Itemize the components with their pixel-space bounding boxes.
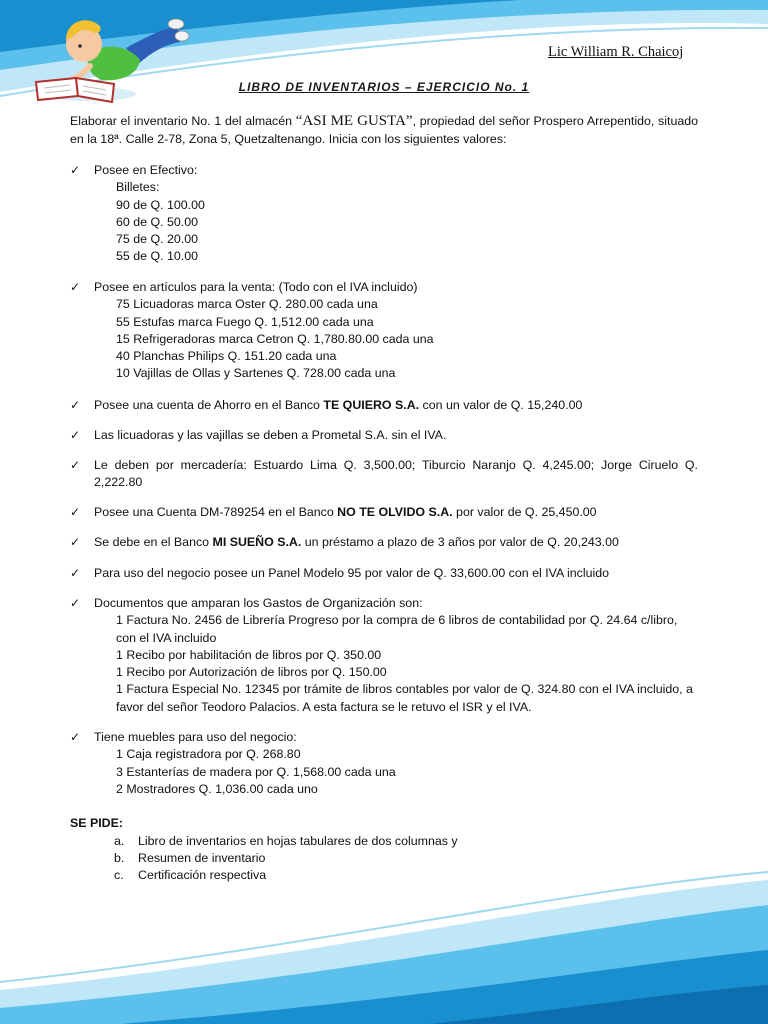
account-post: por valor de Q. 25,450.00 (452, 505, 597, 519)
check-icon: ✓ (70, 458, 81, 472)
goods-line: 15 Refrigeradoras marca Cetron Q. 1,780.80.00 cada una (116, 331, 434, 346)
item-goods-title: Posee en artículos para la venta: (Todo con el IVA incluido) (94, 280, 418, 294)
check-icon: ✓ (70, 535, 81, 549)
check-icon: ✓ (70, 730, 81, 744)
loan-post: un préstamo a plazo de 3 años por valor de Q. 20,243.00 (301, 535, 619, 549)
org-expenses-line: 1 Factura No. 2456 de Librería Progreso por la compra de 6 libros de contabilidad por Q. 24.64 c/libro, con el IVA incluido (116, 613, 678, 645)
cash-line: 60 de Q. 50.00 (116, 214, 198, 229)
savings-post: con un valor de Q. 15,240.00 (419, 398, 583, 412)
se-pide-item (114, 833, 458, 850)
furniture-line: 2 Mostradores Q. 1,036.00 cada uno (116, 781, 318, 796)
loan-pre: Se debe en el Banco (94, 535, 213, 549)
check-icon: ✓ (70, 566, 81, 580)
item-receivables (70, 457, 698, 492)
goods-line: 75 Licuadoras marca Oster Q. 280.00 cada una (116, 297, 378, 312)
se-pide-text: Resumen de inventario (138, 851, 266, 865)
se-pide-label: SE PIDE: (70, 816, 124, 830)
item-org-expenses (70, 595, 698, 716)
cash-line: 75 de Q. 20.00 (116, 232, 198, 247)
check-icon: ✓ (70, 596, 81, 610)
item-goods (70, 279, 698, 383)
item-furniture (70, 729, 698, 798)
item-cash (70, 162, 698, 266)
intro-paragraph (70, 112, 698, 148)
intro-after: , propiedad del señor Prospero Arrepentido, situado en la 18ª. Calle 2-78, Zona 5, Quetzaltenango. Inicia con los siguientes valores: (70, 114, 699, 146)
savings-pre: Posee una cuenta de Ahorro en el Banco (94, 398, 324, 412)
document-title: LIBRO DE INVENTARIOS – EJERCICIO No. 1 (238, 80, 530, 94)
org-expenses-line: 1 Recibo por habilitación de libros por Q. 350.00 (116, 647, 382, 662)
org-expenses-title: Documentos que amparan los Gastos de Organización son: (94, 596, 423, 610)
author-name: Lic William R. Chaicoj (548, 44, 684, 60)
cash-line: Billetes: (116, 180, 160, 195)
prometal-text: Las licuadoras y las vajillas se deben a Prometal S.A. sin el IVA. (94, 428, 447, 442)
check-icon: ✓ (70, 428, 81, 442)
se-pide-text: Libro de inventarios en hojas tabulares de dos columnas y (138, 834, 458, 848)
se-pide-text: Certificación respectiva (138, 868, 267, 882)
account-bank: NO TE OLVIDO S.A. (337, 505, 453, 519)
check-icon: ✓ (70, 280, 81, 294)
account-pre: Posee una Cuenta DM-789254 en el Banco (94, 505, 338, 519)
savings-bank: TE QUIERO S.A. (323, 398, 420, 412)
panel-text: Para uso del negocio posee un Panel Modelo 95 por valor de Q. 33,600.00 con el IVA incluido (94, 566, 610, 580)
org-expenses-line: 1 Recibo por Autorización de libros por Q. 150.00 (116, 665, 387, 680)
item-cash-title: Posee en Efectivo: (94, 163, 198, 177)
intro-before: Elaborar el inventario No. 1 del almacén (70, 114, 296, 128)
item-account (70, 504, 698, 521)
furniture-line: 3 Estanterías de madera por Q. 1,568.00 cada una (116, 764, 396, 779)
store-name: “ASI ME GUSTA” (295, 113, 413, 129)
loan-bank: MI SUEÑO S.A. (212, 535, 302, 549)
receivables-text: Le deben por mercadería: Estuardo Lima Q. 3,500.00; Tiburcio Naranjo Q. 4,245.00; Jorge Ciruelo Q. 2,222.80 (94, 458, 698, 490)
item-prometal (70, 427, 698, 444)
item-loan (70, 534, 698, 551)
item-savings (70, 397, 698, 414)
check-icon: ✓ (70, 163, 81, 177)
se-pide-marker: b. (114, 851, 125, 865)
furniture-line: 1 Caja registradora por Q. 268.80 (116, 747, 301, 762)
goods-line: 55 Estufas marca Fuego Q. 1,512.00 cada una (116, 314, 374, 329)
se-pide-marker: a. (114, 834, 125, 848)
goods-line: 10 Vajillas de Ollas y Sartenes Q. 728.00 cada una (116, 366, 396, 381)
check-icon: ✓ (70, 505, 81, 519)
se-pide-item (114, 850, 265, 867)
item-panel (70, 565, 698, 582)
org-expenses-line: 1 Factura Especial No. 12345 por trámite de libros contables por valor de Q. 324.80 con el IVA incluido, a favor del señor Teodoro Palacios. A esta factura se le retuvo el ISR y el IVA. (116, 682, 693, 714)
cash-line: 55 de Q. 10.00 (116, 249, 198, 264)
se-pide-marker: c. (114, 868, 124, 882)
goods-line: 40 Planchas Philips Q. 151.20 cada una (116, 349, 337, 364)
check-icon: ✓ (70, 398, 81, 412)
se-pide-item (114, 867, 266, 884)
cash-line: 90 de Q. 100.00 (116, 197, 205, 212)
furniture-title: Tiene muebles para uso del negocio: (94, 730, 297, 744)
